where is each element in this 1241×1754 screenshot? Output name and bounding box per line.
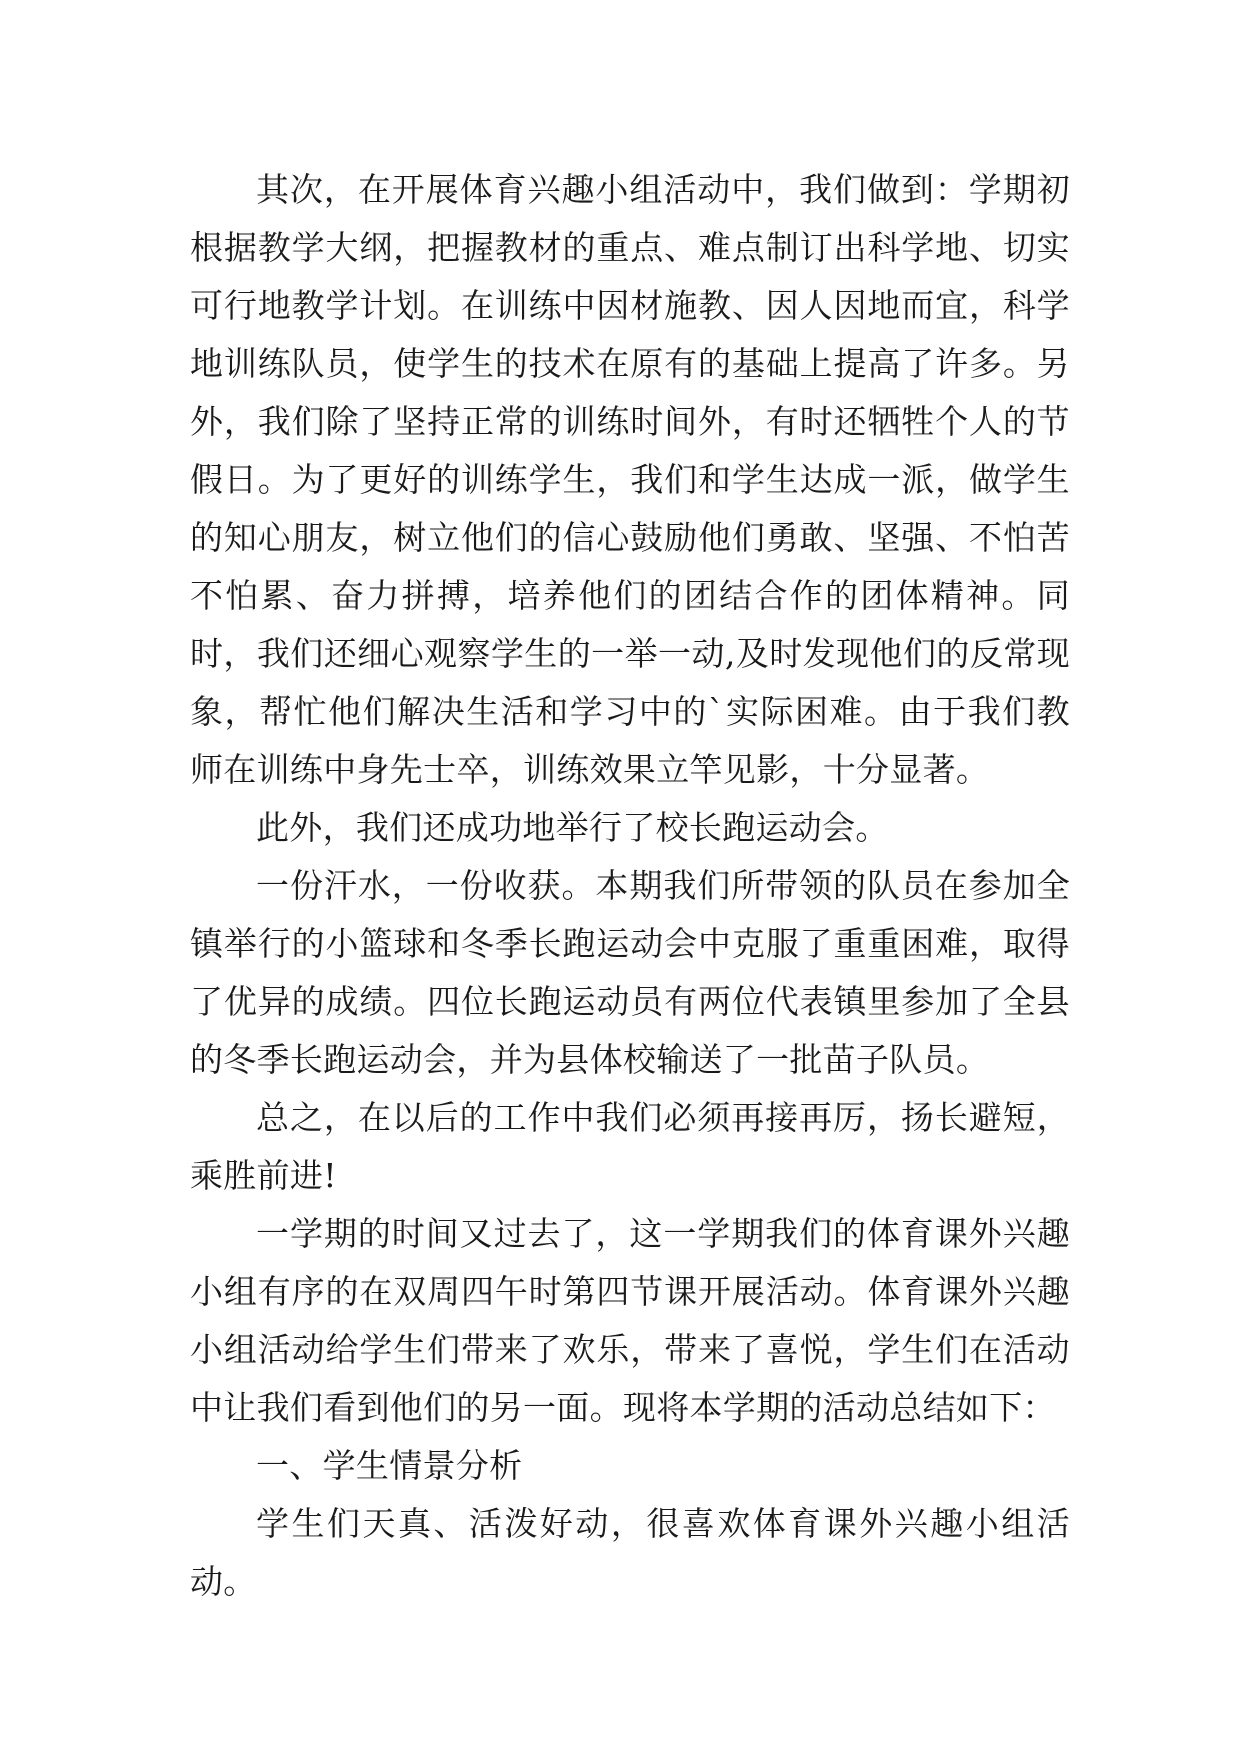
paragraph-school-run: 此外，我们还成功地举行了校长跑运动会。 [256, 808, 889, 847]
paragraph-conclusion: 总之，在以后的工作中我们必须再接再厉，扬长避短，乘胜前进! [190, 1098, 1070, 1195]
paragraph-achievements: 一份汗水，一份收获。本期我们所带领的队员在参加全镇举行的小篮球和冬季长跑运动会中克服了重重困难，取得了优异的成绩。四位长跑运动员有两位代表镇里参加了全县的冬季长跑运动会，并为县体校输送了一批苗子队员。 [190, 866, 1070, 1079]
section-heading-student-analysis: 一、学生情景分析 [256, 1446, 523, 1485]
document-body [190, 161, 1070, 1611]
paragraph-student-analysis: 学生们天真、活泼好动，很喜欢体育课外兴趣小组活动。 [190, 1504, 1070, 1601]
paragraph-training-plan: 其次，在开展体育兴趣小组活动中，我们做到：学期初根据教学大纲，把握教材的重点、难点制订出科学地、切实可行地教学计划。在训练中因材施教、因人因地而宜，科学地训练队员，使学生的技术在原有的基础上提高了许多。另外，我们除了坚持正常的训练时间外，有时还牺牲个人的节假日。为了更好的训练学生，我们和学生达成一派，做学生的知心朋友，树立他们的信心鼓励他们勇敢、坚强、不怕苦不怕累、奋力拼搏，培养他们的团结合作的团体精神。同时，我们还细心观察学生的一举一动,及时发现他们的反常现象，帮忙他们解决生活和学习中的`实际困难。由于我们教师在训练中身先士卒，训练效果立竿见影，十分显著。 [190, 170, 1070, 789]
paragraph-semester-summary: 一学期的时间又过去了，这一学期我们的体育课外兴趣小组有序的在双周四午时第四节课开展活动。体育课外兴趣小组活动给学生们带来了欢乐，带来了喜悦，学生们在活动中让我们看到他们的另一面。现将本学期的活动总结如下： [190, 1214, 1070, 1427]
